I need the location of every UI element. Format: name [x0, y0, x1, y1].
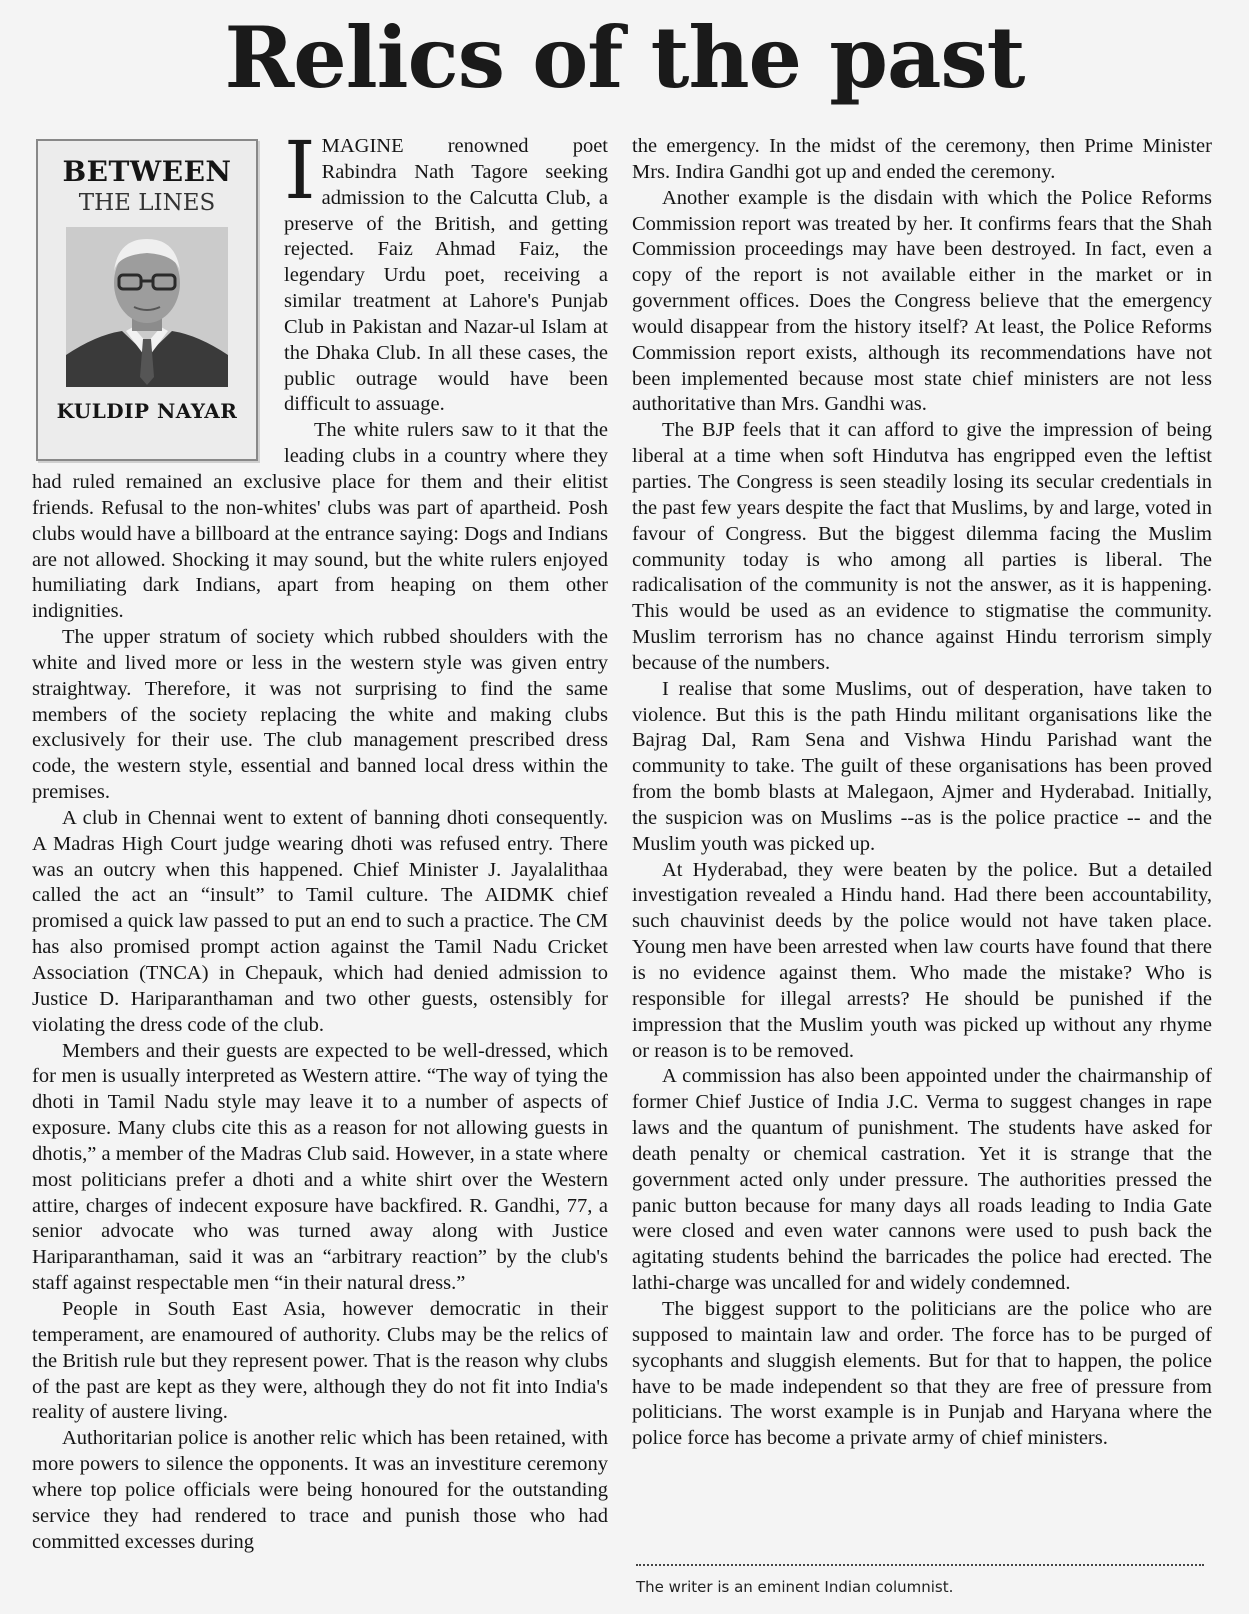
paragraph: A club in Chennai went to extent of banning dhoti consequently. A Madras High Court judge wearing dhoti was refused entry. There was an outcry when this happened. Chief Minister J. Jayalalithaa called the act an “insult” to Tamil culture. The AIDMK chief promised a quick law passed to put an end to such a practice. The CM has also promised prompt action against the Tamil Nadu Cricket Association (TNCA) in Chepauk, which had denied admission to Justice D. Hariparanthaman and two other guests, ostensibly for violating the dress code of the club.: [32, 806, 608, 1036]
column-title-line2: THE LINES: [78, 190, 216, 216]
author-footnote: The writer is an eminent Indian columnist.: [636, 1578, 954, 1596]
paragraph: Another example is the disdain with which the Police Reforms Commission report was treated by her. It confirms fears that the Shah Commission proceedings may have been destroyed. In fact, even a copy of the report is not available either in the market or in government offices. Does the Congress believe that the emergency would disappear from the history itself? At least, the Police Reforms Commission report exists, although its recommendations have not been implemented because most state chief ministers are not less authoritative than Mrs. Gandhi was.: [632, 186, 1212, 416]
author-photo: [66, 227, 228, 387]
paragraph: People in South East Asia, however democratic in their temperament, are enamoured of authority. Clubs may be the relics of the British rule but they represent power. That is the reason why clubs of the past are kept as they were, although they do not fit into India's reality of austere living.: [32, 1297, 608, 1424]
footnote-divider: [636, 1564, 1204, 1566]
paragraph: I realise that some Muslims, out of desperation, have taken to violence. But this is the path Hindu militant organisations like the Bajrag Dal, Ram Sena and Vishwa Hindu Parishad want the community to take. The guilt of these organisations has been proved from the bomb blasts at Malegaon, Ajmer and Hyderabad. Initially, the suspicion was on Muslims --as is the police practice -- and the Muslim youth was picked up.: [632, 677, 1212, 855]
article-column-right: [632, 134, 1212, 1452]
headline: Relics of the past: [224, 8, 1025, 107]
drop-cap: I: [284, 124, 316, 217]
paragraph: the emergency. In the midst of the ceremony, then Prime Minister Mrs. Indira Gandhi got up and ended the ceremony.: [632, 135, 1212, 183]
column-logo-box: [36, 139, 258, 461]
paragraph: The upper stratum of society which rubbed shoulders with the white and lived more or less in the western style was given entry straightway. Therefore, it was not surprising to find the same members of the society replacing the white and making clubs exclusively for their use. The club management prescribed dress code, the western style, essential and banned local dress within the premises.: [32, 626, 608, 804]
author-byline: KULDIP NAYAR: [56, 399, 238, 423]
paragraph: The BJP feels that it can afford to give the impression of being liberal at a time when soft Hindutva has engripped even the leftist parties. The Congress is seen steadily losing its secular credentials in the past few years despite the fact that Muslims, by and large, voted in favour of Congress. But the biggest dilemma facing the Muslim community today is who among all parties is liberal. The radicalisation of the community is not the answer, as it is happening. This would be used as an evidence to stigmatise the community. Muslim terrorism has no chance against Hindu terrorism simply because of the numbers.: [632, 419, 1212, 674]
paragraph: MAGINE renowned poet Rabindra Nath Tagore seeking admission to the Calcutta Club, a preserve of the British, and getting rejected. Faiz Ahmad Faiz, the legendary Urdu poet, receiving a similar treatment at Lahore's Punjab Club in Pakistan and Nazar-ul Islam at the Dhaka Club. In all these cases, the public outrage would have been difficult to assuage.: [284, 135, 608, 416]
paragraph: At Hyderabad, they were beaten by the police. But a detailed investigation revealed a Hindu hand. Had there been accountability, such chauvinist deeds by the police would not have taken place. Young men have been arrested when law courts have found that there is no evidence against them. Who made the mistake? Who is responsible for illegal arrests? He should be punished if the impression that the Muslim youth was picked up without any rhyme or reason is to be removed.: [632, 858, 1212, 1062]
paragraph: The biggest support to the politicians are the police who are supposed to maintain law and order. The force has to be purged of sycophants and sluggish elements. But for that to happen, the police have to be made independent so that they are free of pressure from politicians. The worst example is in Punjab and Haryana where the police force has become a private army of chief ministers.: [632, 1297, 1212, 1450]
article-column-left: [32, 124, 608, 1555]
paragraph: The white rulers saw to it that the leading clubs in a country where they had ruled remained an exclusive place for them and their elitist friends. Refusal to the non-whites' clubs was part of apartheid. Posh clubs would have a billboard at the entrance saying: Dogs and Indians are not allowed. Shocking it may sound, but the white rulers enjoyed humiliating dark Indians, apart from heaping on them other indignities.: [32, 419, 608, 623]
paragraph: A commission has also been appointed under the chairmanship of former Chief Justice of India J.C. Verma to suggest changes in rape laws and the quantum of punishment. The students have asked for death penalty or chemical castration. Yet it is strange that the government acted only under pressure. The authorities pressed the panic button because for many days all roads leading to India Gate were closed and even water cannons were used to push back the agitating students behind the barricades the police had erected. The lathi-charge was uncalled for and widely condemned.: [632, 1065, 1212, 1295]
paragraph: Authoritarian police is another relic which has been retained, with more powers to silence the opponents. It was an investiture ceremony where top police officials were being honoured for the outstanding service they had rendered to trace and punish those who had committed excesses during: [32, 1427, 608, 1553]
column-title-line1: BETWEEN: [62, 155, 232, 188]
paragraph: Members and their guests are expected to be well-dressed, which for men is usually interpreted as Western attire. “The way of tying the dhoti in Tamil Nadu style may leave it to a number of aspects of exposure. Many clubs cite this as a reason for not allowing guests in dhotis,” a member of the Madras Club said. However, in a state where most politicians prefer a dhoti and a white shirt over the Western attire, charges of indecent exposure have backfired. R. Gandhi, 77, a senior advocate who was turned away along with Justice Hariparanthaman, said it was an “arbitrary reaction” by the club's staff against respectable men “in their natural dress.”: [32, 1039, 608, 1295]
